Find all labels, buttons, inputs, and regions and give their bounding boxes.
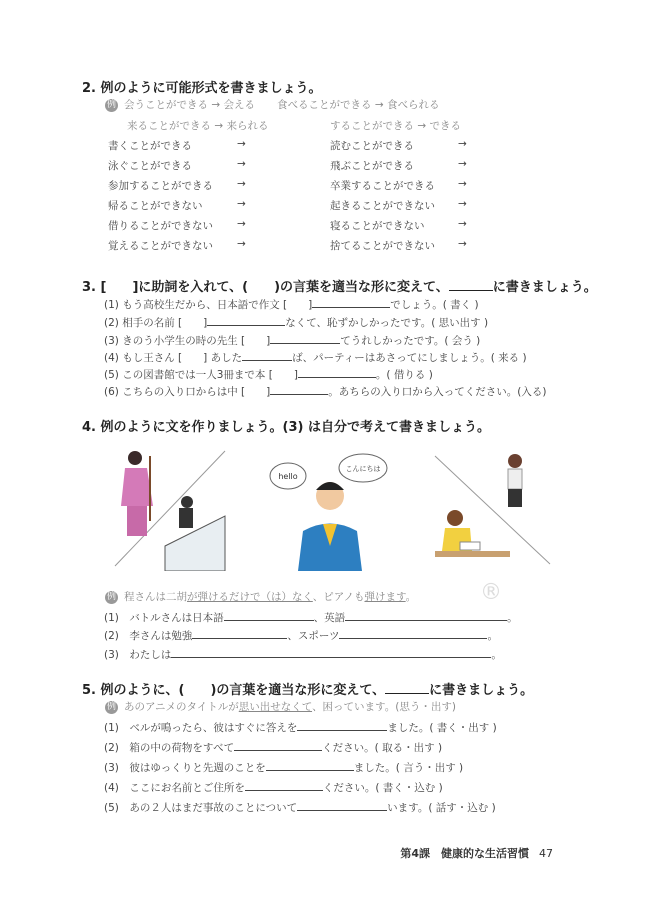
title-text: に書きましょう。	[429, 683, 534, 698]
answer-blank[interactable]	[171, 646, 491, 658]
s2-item-right: 捨てることができない	[330, 240, 435, 252]
example-row-2	[127, 118, 268, 133]
item-text: (3) 彼はゆっくりと先週のことを	[104, 762, 266, 774]
answer-blank[interactable]	[266, 759, 354, 771]
page-footer	[400, 845, 553, 861]
answer-blank[interactable]	[298, 366, 376, 378]
answer-blank[interactable]	[297, 719, 387, 731]
arrow-icon: →	[237, 238, 246, 250]
example-text: 、困っています。(思う・出す)	[312, 701, 456, 713]
s3-item-4	[104, 349, 527, 365]
section-5-title	[82, 679, 533, 698]
arrow-icon: →	[237, 178, 246, 190]
item-text: (4) もし王さん [ ] あした	[104, 352, 243, 364]
answer-blank[interactable]	[270, 383, 328, 395]
s2-item-left: 泳ぐことができる	[108, 160, 192, 172]
answer-blank[interactable]	[312, 296, 390, 308]
arrow-icon: →	[458, 198, 467, 210]
answer-blank[interactable]	[345, 609, 507, 621]
title-blank	[385, 681, 429, 694]
section-2-title: 2. 例のように可能形式を書きましょう。	[82, 81, 322, 96]
lesson-title: 第4課 健康的な生活習慣	[400, 847, 529, 860]
s2-item-right: 起きることができない	[330, 200, 435, 212]
s2-item-left: 借りることができない	[108, 220, 213, 232]
example-text: あのアニメのタイトルが	[124, 701, 239, 713]
s5-item-3	[104, 759, 463, 775]
arrow-icon: →	[237, 158, 246, 170]
s2-item-left: 参加することができる	[108, 180, 213, 192]
arrow-icon: →	[458, 138, 467, 150]
illustration-exercise-study	[430, 446, 555, 571]
title-text: 3. [ ]に助詞を入れて、( )の言葉を適当な形に変えて、	[82, 280, 449, 295]
answer-blank[interactable]	[224, 609, 314, 621]
item-text: (2) 李さんは勉強	[104, 630, 193, 642]
answer-blank[interactable]	[242, 349, 292, 361]
s5-item-2	[104, 739, 442, 755]
answer-blank[interactable]	[245, 779, 323, 791]
item-text: (4) ここにお名前とご住所を	[104, 782, 245, 794]
example-badge: 例	[106, 99, 116, 110]
item-text: (5) この図書館では一人3冊まで本 [ ]	[104, 369, 298, 381]
example-row-1	[105, 97, 439, 112]
illustration-erhu-piano	[105, 446, 230, 571]
item-text: 、スポーツ	[287, 630, 340, 642]
title-blank	[449, 278, 493, 291]
item-text: なくて、恥ずかしかったです。( 思い出す )	[285, 317, 489, 329]
example-badge: 例	[106, 701, 116, 712]
watermark: ®	[480, 580, 502, 605]
item-text: 。あちらの入り口から入ってください。(入る)	[328, 386, 547, 398]
item-text: てうれしかったです。( 会う )	[340, 335, 481, 347]
s2-item-right: 飛ぶことができる	[330, 160, 414, 172]
s3-item-3	[104, 332, 480, 348]
example-text: 会うことができる → 会える	[124, 99, 255, 111]
item-text: ば、パーティーはあさってにしましょう。( 来る )	[292, 352, 527, 364]
page-number: 47	[539, 847, 553, 860]
s5-item-5	[104, 799, 496, 815]
s2-item-right: 読むことができる	[330, 140, 414, 152]
s5-example	[105, 699, 456, 714]
answer-blank[interactable]	[207, 314, 285, 326]
s3-item-5	[104, 366, 433, 382]
item-text: (1) もう高校生だから、日本語で作文 [ ]	[104, 299, 313, 311]
item-text: 。	[507, 612, 518, 624]
speech-bubble-konnichiwa: こんにちは	[345, 465, 381, 473]
answer-blank[interactable]	[234, 739, 322, 751]
example-text: することができる → できる	[330, 120, 461, 132]
item-text: ました。( 書く・出す )	[387, 722, 497, 734]
s2-item-left: 書くことができる	[108, 140, 192, 152]
section-3-title	[82, 276, 597, 295]
item-text: (1) ベルが鳴ったら、彼はすぐに答えを	[104, 722, 298, 734]
speech-bubble-hello: hello	[278, 472, 298, 481]
example-text: 来ることができる → 来られる	[127, 120, 269, 132]
item-text: ください。( 取る・出す )	[322, 742, 443, 754]
s4-item-2	[104, 627, 498, 643]
title-text: に書きましょう。	[492, 280, 597, 295]
s4-item-3	[104, 646, 502, 662]
item-text: (2) 相手の名前 [ ]	[104, 317, 208, 329]
s4-item-1	[104, 609, 518, 625]
answer-blank[interactable]	[297, 799, 387, 811]
arrow-icon: →	[458, 158, 467, 170]
arrow-icon: →	[237, 198, 246, 210]
example-badge: 例	[106, 591, 116, 602]
item-text: ました。( 言う・出す )	[353, 762, 464, 774]
answer-blank[interactable]	[192, 627, 287, 639]
item-text: (3) きのう小学生の時の先生 [ ]	[104, 335, 271, 347]
item-text: 。	[487, 630, 498, 642]
section-4-title: 4. 例のように文を作りましょう。(3) は自分で考えて書きましょう。	[82, 420, 490, 435]
item-text: でしょう。( 書く )	[390, 299, 479, 311]
item-text: (6) こちらの入り口からは中 [ ]	[104, 386, 271, 398]
s5-item-4	[104, 779, 443, 795]
s2-item-left: 覚えることができない	[108, 240, 213, 252]
illustration-greeting-man	[268, 446, 393, 571]
example-row-2b	[330, 118, 461, 133]
s2-item-left: 帰ることができない	[108, 200, 203, 212]
example-text: 。	[405, 591, 417, 603]
s2-item-right: 寝ることができない	[330, 220, 425, 232]
arrow-icon: →	[458, 238, 467, 250]
title-text: 5. 例のように、( )の言葉を適当な形に変えて、	[82, 683, 386, 698]
item-text: (3) わたしは	[104, 649, 172, 661]
example-underlined: 思い出せなくて	[238, 701, 313, 713]
item-text: います。( 話す・込む )	[387, 802, 496, 814]
item-text: (2) 箱の中の荷物をすべて	[104, 742, 235, 754]
example-text: 、ピアノも	[312, 591, 365, 603]
answer-blank[interactable]	[270, 332, 340, 344]
s3-item-1	[104, 296, 479, 312]
item-text: 。( 借りる )	[375, 369, 433, 381]
example-text: 食べることができる → 食べられる	[276, 99, 440, 111]
answer-blank[interactable]	[339, 627, 487, 639]
arrow-icon: →	[237, 218, 246, 230]
arrow-icon: →	[458, 178, 467, 190]
item-text: 、英語	[313, 612, 346, 624]
s2-item-right: 卒業することができる	[330, 180, 435, 192]
item-text: (5) あの２人はまだ事故のことについて	[104, 802, 298, 814]
s5-item-1	[104, 719, 497, 735]
item-text: (1) バトルさんは日本語	[104, 612, 224, 624]
s4-example	[105, 589, 416, 604]
arrow-icon: →	[237, 138, 246, 150]
item-text: 。	[491, 649, 502, 661]
item-text: ください。( 書く・込む )	[322, 782, 443, 794]
arrow-icon: →	[458, 218, 467, 230]
s3-item-6	[104, 383, 546, 399]
example-text: 程さんは二胡	[124, 591, 187, 603]
s3-item-2	[104, 314, 488, 330]
example-underlined: が弾けるだけで（は）なく	[187, 591, 313, 603]
example-underlined: 弾けます	[364, 591, 406, 603]
